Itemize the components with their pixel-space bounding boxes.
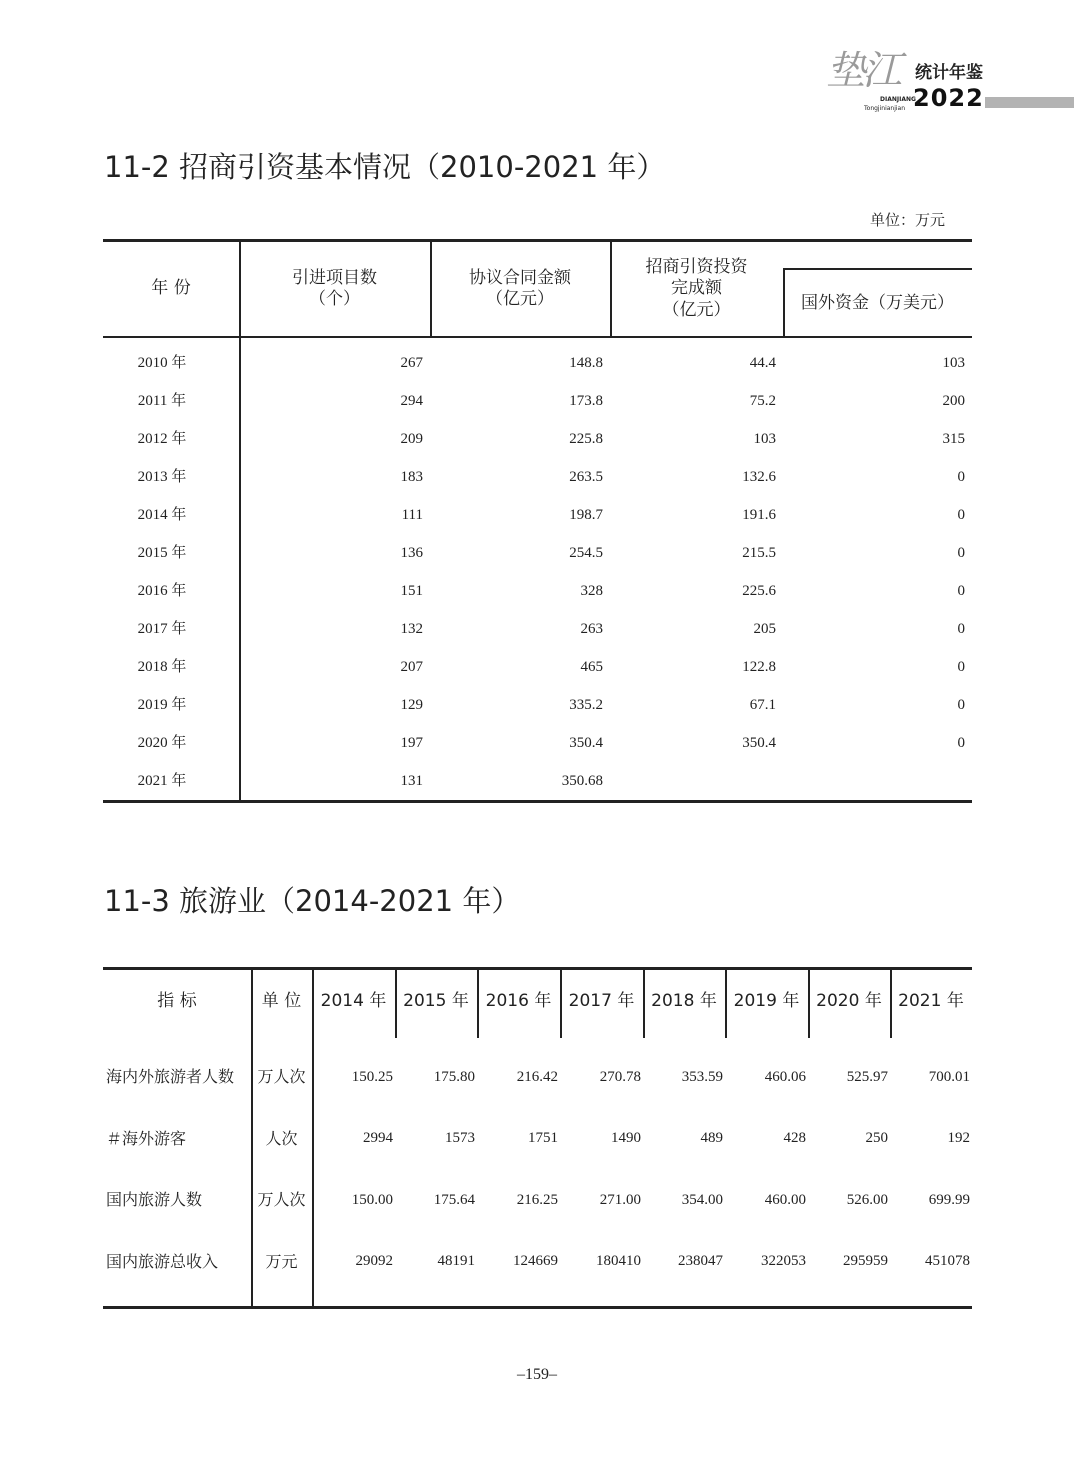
column-header: 2020 年 bbox=[816, 991, 882, 1012]
column-header: 协议合同金额 （亿元） bbox=[469, 267, 571, 309]
table-bottom-rule bbox=[103, 800, 972, 803]
table-cell: 1573 bbox=[445, 1130, 475, 1147]
table-cell: 0 bbox=[957, 696, 965, 713]
column-header: 2017 年 bbox=[568, 991, 635, 1012]
table-cell: 197 bbox=[400, 734, 423, 751]
column-header: 2018 年 bbox=[651, 991, 717, 1012]
header-bar bbox=[985, 97, 1074, 108]
table-cell: 215.5 bbox=[742, 544, 776, 561]
table-cell: 271.00 bbox=[599, 1191, 641, 1208]
column-header: 2016 年 bbox=[485, 991, 552, 1012]
table-cell: 0 bbox=[957, 544, 965, 561]
table-cell: 150.25 bbox=[351, 1068, 393, 1085]
table-cell: 131 bbox=[400, 772, 423, 789]
table-cell: 460.00 bbox=[764, 1191, 806, 1208]
table-cell: 44.4 bbox=[749, 354, 776, 371]
logo-pinyin-sub: Tongjinianjian bbox=[864, 105, 906, 112]
table-cell: 0 bbox=[957, 506, 965, 523]
table-cell: 209 bbox=[400, 430, 423, 447]
table-cell: 350.4 bbox=[569, 734, 603, 751]
row-year: 2019 年 bbox=[137, 696, 187, 713]
table-cell: 263.5 bbox=[569, 468, 603, 485]
table-cell: 148.8 bbox=[569, 354, 603, 371]
row-unit: 万人次 bbox=[257, 1190, 306, 1209]
row-label: 海内外旅游者人数 bbox=[106, 1067, 235, 1086]
row-year: 2013 年 bbox=[137, 468, 187, 485]
table-cell: 0 bbox=[957, 734, 965, 751]
table-cell: 0 bbox=[957, 658, 965, 675]
unit-label: 单位：万元 bbox=[870, 211, 946, 229]
column-header: 2021 年 bbox=[898, 991, 964, 1012]
table-cell: 0 bbox=[957, 582, 965, 599]
table-cell: 353.59 bbox=[681, 1068, 723, 1085]
table-cell: 0 bbox=[957, 620, 965, 637]
table-cell: 295959 bbox=[843, 1253, 888, 1270]
row-year: 2020 年 bbox=[137, 734, 187, 751]
table-cell: 2994 bbox=[363, 1130, 393, 1147]
table-cell: 250 bbox=[865, 1130, 888, 1147]
logo-year: 2022 bbox=[913, 84, 984, 112]
table-cell: 225.8 bbox=[569, 430, 603, 447]
row-year: 2021 年 bbox=[137, 772, 187, 789]
table-cell: 350.4 bbox=[742, 734, 776, 751]
table-cell: 0 bbox=[957, 468, 965, 485]
column-header: 引进项目数 （个） bbox=[292, 267, 377, 309]
table-cell: 48191 bbox=[437, 1253, 475, 1270]
table-cell: 198.7 bbox=[569, 506, 603, 523]
table-cell: 354.00 bbox=[681, 1191, 723, 1208]
table-cell: 460.06 bbox=[764, 1068, 806, 1085]
row-year: 2010 年 bbox=[137, 354, 187, 371]
table-cell: 207 bbox=[400, 658, 423, 675]
table-cell: 328 bbox=[580, 582, 603, 599]
table-cell: 294 bbox=[400, 392, 423, 409]
row-year: 2011 年 bbox=[137, 392, 187, 409]
table-cell: 335.2 bbox=[569, 696, 603, 713]
table-cell bbox=[610, 762, 776, 800]
table-cell: 151 bbox=[400, 582, 423, 599]
table-cell: 254.5 bbox=[569, 544, 603, 561]
row-label: 国内旅游总收入 bbox=[106, 1251, 219, 1271]
table-cell: 183 bbox=[400, 468, 423, 485]
table-cell: 191.6 bbox=[742, 506, 776, 523]
column-header: 2015 年 bbox=[403, 991, 469, 1012]
table-cell: 136 bbox=[400, 544, 423, 561]
table-cell: 525.97 bbox=[846, 1068, 888, 1085]
table-cell: 175.64 bbox=[433, 1191, 475, 1208]
table-cell: 526.00 bbox=[846, 1191, 888, 1208]
table-cell: 350.68 bbox=[561, 772, 603, 789]
column-header: 国外资金（万美元） bbox=[801, 292, 954, 313]
row-year: 2015 年 bbox=[137, 544, 187, 561]
table-cell: 322053 bbox=[761, 1253, 806, 1270]
table-cell: 267 bbox=[400, 354, 423, 371]
table-cell: 315 bbox=[942, 430, 965, 447]
row-unit: 万元 bbox=[265, 1251, 298, 1271]
table-cell: 428 bbox=[783, 1130, 806, 1147]
table-cell: 1490 bbox=[611, 1130, 641, 1147]
table-cell: 132 bbox=[400, 620, 423, 637]
column-header: 年 份 bbox=[151, 278, 191, 299]
table-cell: 263 bbox=[580, 620, 603, 637]
row-year: 2018 年 bbox=[137, 658, 187, 675]
table-cell: 75.2 bbox=[749, 392, 776, 409]
table-cell: 216.42 bbox=[516, 1068, 558, 1085]
table-cell: 465 bbox=[580, 658, 603, 675]
table-cell: 205 bbox=[753, 620, 776, 637]
page-number: –159– bbox=[517, 1366, 557, 1383]
table-cell: 180410 bbox=[596, 1253, 641, 1270]
row-year: 2014 年 bbox=[137, 506, 187, 523]
table-cell: 238047 bbox=[678, 1253, 723, 1270]
table-cell bbox=[783, 762, 965, 800]
row-label: 国内旅游人数 bbox=[106, 1190, 203, 1209]
table-cell: 1751 bbox=[528, 1130, 558, 1147]
table-cell: 111 bbox=[401, 506, 423, 523]
row-unit: 万人次 bbox=[257, 1067, 306, 1086]
table-cell: 103 bbox=[942, 354, 965, 371]
table1-title: 11-2 招商引资基本情况（2010-2021 年） bbox=[104, 150, 666, 184]
column-header: 2019 年 bbox=[733, 991, 800, 1012]
row-year: 2016 年 bbox=[137, 582, 187, 599]
table-cell: 29092 bbox=[355, 1253, 393, 1270]
column-header: 指 标 bbox=[157, 991, 197, 1012]
table-cell: 173.8 bbox=[569, 392, 603, 409]
table-cell: 216.25 bbox=[516, 1191, 558, 1208]
column-header: 单 位 bbox=[261, 991, 302, 1012]
logo-pinyin: DIANJIANG bbox=[880, 96, 916, 103]
table2-title: 11-3 旅游业（2014-2021 年） bbox=[104, 884, 521, 918]
row-unit: 人次 bbox=[265, 1128, 298, 1148]
table-cell: 132.6 bbox=[742, 468, 776, 485]
table-cell: 489 bbox=[700, 1130, 723, 1147]
table-cell: 67.1 bbox=[749, 696, 776, 713]
table-cell: 451078 bbox=[925, 1253, 970, 1270]
row-year: 2017 年 bbox=[137, 620, 187, 637]
table-cell: 192 bbox=[947, 1130, 970, 1147]
logo-title: 统计年鉴 bbox=[915, 63, 983, 83]
table-cell: 124669 bbox=[513, 1253, 558, 1270]
table-cell: 122.8 bbox=[742, 658, 776, 675]
table-cell: 225.6 bbox=[742, 582, 776, 599]
row-label: ＃海外游客 bbox=[106, 1128, 187, 1148]
table-cell: 129 bbox=[400, 696, 423, 713]
table-cell: 699.99 bbox=[928, 1191, 970, 1208]
table-cell: 200 bbox=[942, 392, 965, 409]
table-cell: 150.00 bbox=[351, 1191, 393, 1208]
table-cell: 270.78 bbox=[599, 1068, 641, 1085]
table-cell: 103 bbox=[753, 430, 776, 447]
table-cell: 175.80 bbox=[433, 1068, 475, 1085]
column-header: 招商引资投资 完成额 （亿元） bbox=[645, 257, 748, 320]
table-cell: 700.01 bbox=[928, 1068, 970, 1085]
table-bottom-rule bbox=[103, 1306, 972, 1309]
row-year: 2012 年 bbox=[137, 430, 187, 447]
logo-calligraphy: 垫江 bbox=[826, 48, 898, 94]
column-header: 2014 年 bbox=[320, 991, 387, 1012]
